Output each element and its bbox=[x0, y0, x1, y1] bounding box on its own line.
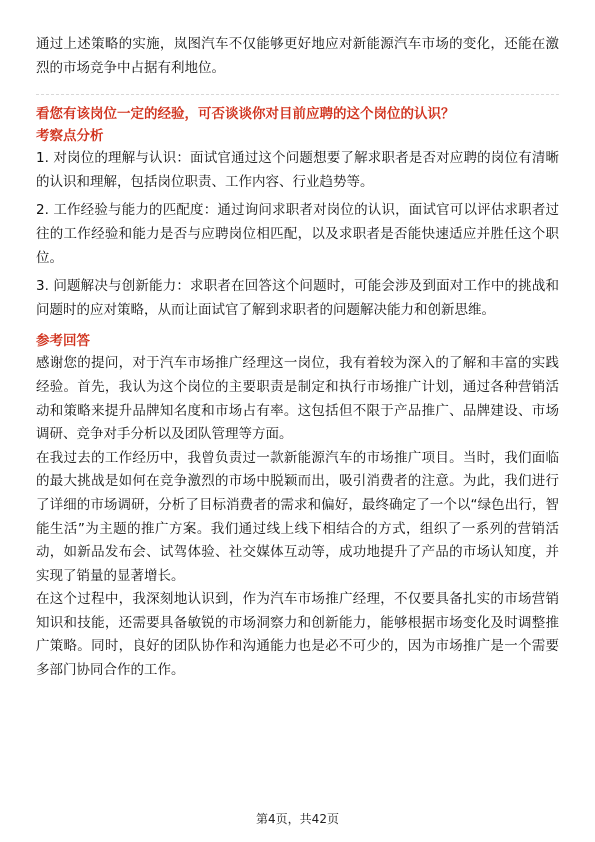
page-number: 第4页，共42页 bbox=[256, 812, 339, 826]
analysis-item: 2. 工作经验与能力的匹配度：通过询问求职者对岗位的认识，面试官可以评估求职者过往的工作经验和能力是否与应聘岗位相匹配，以及求职者是否能快速适应并胜任这个职位。 bbox=[36, 202, 559, 266]
section-divider bbox=[36, 94, 559, 95]
analysis-item: 3. 问题解决与创新能力：求职者在回答这个问题时，可能会涉及到面对工作中的挑战和问题时的应对策略，从而让面试官了解到求职者的问题解决能力和创新思维。 bbox=[36, 278, 559, 318]
page-content bbox=[36, 33, 559, 683]
interview-question: 看您有该岗位一定的经验，可否谈谈你对目前应聘的这个岗位的认识？ bbox=[36, 106, 455, 123]
answer-paragraph: 感谢您的提问，对于汽车市场推广经理这一岗位，我有着较为深入的了解和丰富的实践经验。首先，我认为这个岗位的主要职责是制定和执行市场推广计划，通过各种营销活动和策略来提升品牌知名度和市场占有率。这包括但不限于产品推广、品牌建设、市场调研、竞争对手分析以及团队管理等方面。 bbox=[36, 355, 559, 443]
answer-heading: 参考回答 bbox=[36, 333, 90, 350]
intro-paragraph: 通过上述策略的实施，岚图汽车不仅能够更好地应对新能源汽车市场的变化，还能在激烈的市场竞争中占据有利地位。 bbox=[36, 36, 559, 76]
analysis-item: 1. 对岗位的理解与认识：面试官通过这个问题想要了解求职者是否对应聘的岗位有清晰的认识和理解，包括岗位职责、工作内容、行业趋势等。 bbox=[36, 150, 559, 190]
answer-paragraph: 在这个过程中，我深刻地认识到，作为汽车市场推广经理，不仅要具备扎实的市场营销知识和技能，还需要具备敏锐的市场洞察力和创新能力，能够根据市场变化及时调整推广策略。同时，良好的团队协作和沟通能力也是必不可少的，因为市场推广是一个需要多部门协同合作的工作。 bbox=[36, 591, 559, 679]
analysis-heading: 考察点分析 bbox=[36, 128, 104, 145]
answer-paragraph: 在我过去的工作经历中，我曾负责过一款新能源汽车的市场推广项目。当时，我们面临的最大挑战是如何在竞争激烈的市场中脱颖而出，吸引消费者的注意。为此，我们进行了详细的市场调研，分析了目标消费者的需求和偏好，最终确定了一个以“绿色出行，智能生活”为主题的推广方案。我们通过线上线下相结合的方式，组织了一系列的营销活动，如新品发布会、试驾体验、社交媒体互动等，成功地提升了产品的市场认知度，并实现了销量的显著增长。 bbox=[36, 449, 559, 584]
